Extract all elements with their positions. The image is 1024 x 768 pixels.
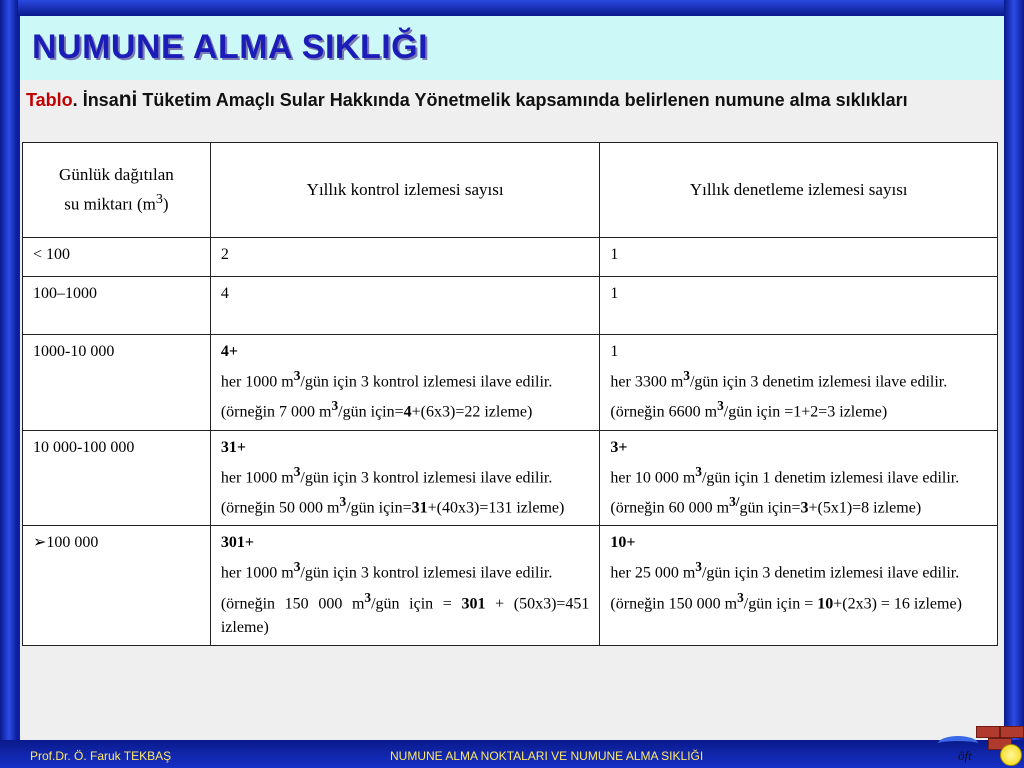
cell-inspection <box>600 430 998 526</box>
cell-control <box>210 526 600 646</box>
cell-range <box>23 526 211 646</box>
inspection-rule-b: /gün için 3 denetim izlemesi ilave edilir. <box>689 373 948 391</box>
table-row <box>23 430 998 526</box>
control-example-b: /gün için= <box>338 403 404 421</box>
inspection-example-c: +(2x3) = 16 izleme) <box>833 594 962 612</box>
control-example-bold: 31 <box>411 499 428 517</box>
sampling-frequency-table <box>22 142 998 646</box>
cell-range-text: 100 000 <box>46 534 99 552</box>
inspection-example-b: /gün için = <box>743 594 818 612</box>
cell-control <box>210 430 600 526</box>
author-logo: öft <box>958 748 972 763</box>
inspection-example-b: gün için= <box>739 499 801 517</box>
inspection-rule-b: /gün için 1 denetim izlemesi ilave edilir. <box>701 468 960 486</box>
slide-footer <box>0 740 1024 768</box>
header-col1-close: ) <box>162 194 169 214</box>
caption-text-c: Tüketim Amaçlı Sular Hakkında Yönetmelik kapsamında belirlenen numune alma sıklıkları <box>137 90 908 110</box>
header-inspection-count: Yıllık denetleme izlemesi sayısı <box>600 143 998 238</box>
control-example-a: (örneğin 150 000 m <box>220 594 365 612</box>
brick-shape <box>976 726 1000 738</box>
inspection-example-sup: 3 <box>717 398 724 414</box>
slide-content <box>20 80 1004 740</box>
inspection-rule-sup: 3 <box>683 368 690 383</box>
cell-control: 4 <box>210 277 600 335</box>
caption-label: Tablo <box>26 90 73 110</box>
cell-control <box>210 335 600 431</box>
inspection-head: 1 <box>610 343 619 360</box>
control-example-a: (örneğin 7 000 m <box>220 403 332 421</box>
cell-inspection <box>600 335 998 431</box>
control-rule-a: her 1000 m <box>220 373 294 391</box>
inspection-rule-a: her 3300 m <box>610 373 684 391</box>
control-example-c: +(6x3)=22 izleme) <box>411 403 533 421</box>
cell-inspection: 1 <box>600 277 998 335</box>
frame-right-border <box>1004 0 1024 740</box>
control-head: 301+ <box>220 534 254 552</box>
control-example-c: +(40x3)=131 izleme) <box>427 499 565 517</box>
control-rule-b: /gün için 3 kontrol izlemesi ilave edilir. <box>300 564 553 582</box>
header-control-count: Yıllık kontrol izlemesi sayısı <box>210 143 600 238</box>
inspection-example-a: (örneğin 60 000 m <box>610 499 730 517</box>
footer-author: Prof.Dr. Ö. Faruk TEKBAŞ <box>30 749 172 763</box>
control-example-sup: 3 <box>339 493 347 509</box>
arrow-bullet-icon: ➢ <box>33 534 47 552</box>
inspection-example-a: (örneğin 150 000 m <box>610 594 738 612</box>
inspection-example-bold: 3 <box>800 499 809 517</box>
sun-icon <box>1000 744 1022 766</box>
brick-shape <box>1000 726 1024 738</box>
inspection-head: 10+ <box>610 534 636 552</box>
control-example-sup: 3 <box>331 398 339 414</box>
cell-control: 2 <box>210 238 600 277</box>
frame-left-border <box>0 0 18 740</box>
inspection-example-b: /gün için =1+2=3 izleme) <box>723 403 888 421</box>
inspection-example-c: +(5x1)=8 izleme) <box>808 499 922 517</box>
header-col1-line1: Günlük dağıtılan <box>59 165 174 185</box>
inspection-rule-a: her 25 000 m <box>610 564 696 582</box>
title-bar <box>20 16 1004 80</box>
frame-top-border <box>0 0 1024 16</box>
cell-range: 10 000-100 000 <box>23 430 211 526</box>
inspection-example-sup: 3/ <box>729 493 740 509</box>
header-daily-volume <box>23 143 211 238</box>
slide-title: NUMUNE ALMA SIKLIĞI <box>32 28 429 66</box>
footer-subject: NUMUNE ALMA NOKTALARI VE NUMUNE ALMA SIKLIĞI <box>390 749 704 763</box>
inspection-example-bold: 10 <box>817 594 834 612</box>
cell-inspection <box>600 526 998 646</box>
control-example-c: + (50x3)=451 izleme) <box>220 594 590 636</box>
control-rule-sup: 3 <box>293 559 301 575</box>
inspection-rule-sup: 3 <box>695 463 702 479</box>
cell-range: 100–1000 <box>23 277 211 335</box>
control-rule-a: her 1000 m <box>220 468 294 486</box>
table-row <box>23 238 998 277</box>
control-rule-sup: 3 <box>293 368 301 383</box>
inspection-head: 3+ <box>610 438 628 456</box>
header-col1-sup: 3 <box>155 191 163 208</box>
caption-text-b: ni <box>118 88 138 111</box>
control-example-sup: 3 <box>364 589 372 605</box>
caption-dot: . <box>72 90 83 110</box>
cell-inspection: 1 <box>600 238 998 277</box>
table-row <box>23 277 998 335</box>
control-rule-sup: 3 <box>293 463 301 479</box>
inspection-rule-b: /gün için 3 denetim izlemesi ilave edilir. <box>701 564 960 582</box>
control-head: 31+ <box>220 438 246 456</box>
inspection-rule-a: her 10 000 m <box>610 468 696 486</box>
cell-range: < 100 <box>23 238 211 277</box>
control-head: 4+ <box>220 343 238 360</box>
cell-range: 1000-10 000 <box>23 335 211 431</box>
inspection-example-a: (örneğin 6600 m <box>610 403 718 421</box>
control-example-a: (örneğin 50 000 m <box>220 499 340 517</box>
control-example-bold: 301 <box>461 594 486 612</box>
control-example-b: /gün için = <box>371 594 462 612</box>
corner-decoration <box>930 722 1024 768</box>
control-example-b: /gün için= <box>346 499 412 517</box>
sampling-table-wrapper <box>22 142 998 646</box>
header-col1-line2: su miktarı (m <box>64 194 156 214</box>
inspection-example-sup: 3 <box>737 589 744 605</box>
caption-text-a: İnsa <box>82 90 119 110</box>
control-rule-b: /gün için 3 kontrol izlemesi ilave edilir. <box>300 468 553 486</box>
table-caption <box>26 88 996 112</box>
control-rule-b: /gün için 3 kontrol izlemesi ilave edilir. <box>300 373 553 391</box>
inspection-rule-sup: 3 <box>695 559 702 575</box>
table-row <box>23 526 998 646</box>
table-header-row <box>23 143 998 238</box>
control-example-bold: 4 <box>403 403 412 421</box>
control-rule-a: her 1000 m <box>220 564 294 582</box>
table-row <box>23 335 998 431</box>
